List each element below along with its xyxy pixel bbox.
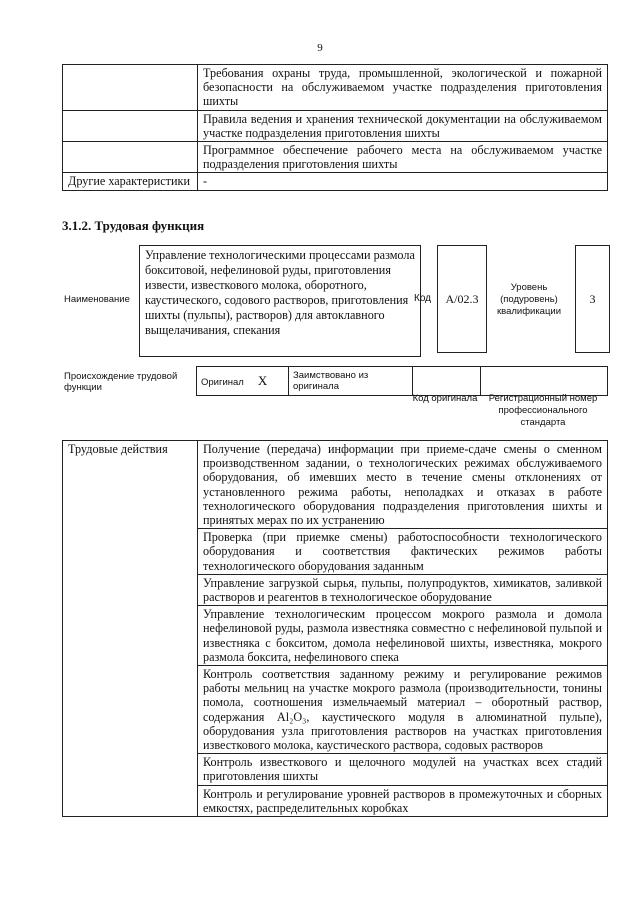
table-cell: Правила ведения и хранения технической документации на обслуживаемом участке подразделения приготовления шихты [198,110,608,141]
section-title: 3.1.2. Трудовая функция [62,218,205,233]
table-cell-empty [63,110,198,141]
original-mark: X [257,372,268,388]
table-row [63,441,608,529]
table-row [63,110,608,141]
other-characteristics-value: - [198,173,608,190]
qualification-level-label: Уровень (подуровень) квалификации [496,282,562,317]
original-label: Оригинал [201,376,244,388]
registration-number-caption: Регистрационный номер профессионального стандарта [488,393,598,428]
table-cell-empty [63,142,198,173]
original-code-caption: Код оригинала [412,393,478,404]
labor-action-item: Контроль и регулирование уровней растворов в промежуточных и сборных емкостях, распределительных коробках [198,785,608,816]
original-code-cell [413,367,481,396]
table-cell-empty [63,65,198,111]
labor-action-item: Контроль соответствия заданному режиму и регулирование режимов работы мельниц на участке мокрого размола (производительности, тонины помола, соотношения измельчаемый материал – оборотный раствор, содержания Al₂O₃, каустического модуля в алюминатной пульпе), оборудования узла приготовления растворов на участках приготовления известкового молока, каустического раствора, содовых растворов [198,666,608,754]
labor-action-item: Получение (передача) информации при приеме-сдаче смены о сменном производственном задании, о технологических режимах обслуживаемого оборудования, об имевших место в течение смены отклонениях от установленного режима работы, неполадках и отказах в работе технологического оборудования подразделения приготовления шихты и принятых мерах по их устранению [198,441,608,529]
registration-number-cell [481,367,608,396]
origin-label: Происхождение трудовой функции [64,371,178,393]
labor-actions-table [62,440,608,817]
page-number: 9 [317,42,323,54]
table-row [63,173,608,190]
table-row [63,142,608,173]
labor-actions-label: Трудовые действия [63,441,198,817]
original-cell [197,367,289,396]
labor-action-item: Проверка (при приемке смены) работоспособности технологического оборудования и соответствия фактических режимов работы технологического оборудования заданным [198,529,608,575]
borrowed-label: Заимствовано из оригинала [289,367,413,396]
code-value-box: A/02.3 [437,245,487,353]
origin-table [196,366,608,396]
table-cell: Требования охраны труда, промышленной, экологической и пожарной безопасности на обслуживаемом участке подразделения приготовления шихты [198,65,608,111]
function-name-box: Управление технологическими процессами размола бокситовой, нефелиновой руды, приготовления извести, известкового молока, оборотного, каустического, содового растворов, приготовления шихты (пульпы), растворов) для автоклавного выщелачивания, спекания [139,245,421,357]
table-row [63,65,608,111]
labor-action-item: Управление загрузкой сырья, пульпы, полупродуктов, химикатов, заливкой растворов и реагентов в технологическое оборудование [198,574,608,605]
knowledge-table [62,64,608,191]
name-label: Наименование [64,294,130,305]
code-label: Код [414,293,432,304]
labor-action-item: Управление технологическим процессом мокрого размола и домола нефелиновой руды, размола известняка совместно с нефелиновой пульпой и известняка с бокситом, домола нефелиновой шихты, известняка, мокрого размола боксита, нефелинового спека [198,606,608,666]
qualification-level-box: 3 [575,245,610,353]
table-cell: Программное обеспечение рабочего места на обслуживаемом участке подразделения приготовления шихты [198,142,608,173]
table-row [197,367,608,396]
labor-action-item: Контроль известкового и щелочного модулей на участках всех стадий приготовления шихты [198,754,608,785]
other-characteristics-label: Другие характеристики [63,173,198,190]
